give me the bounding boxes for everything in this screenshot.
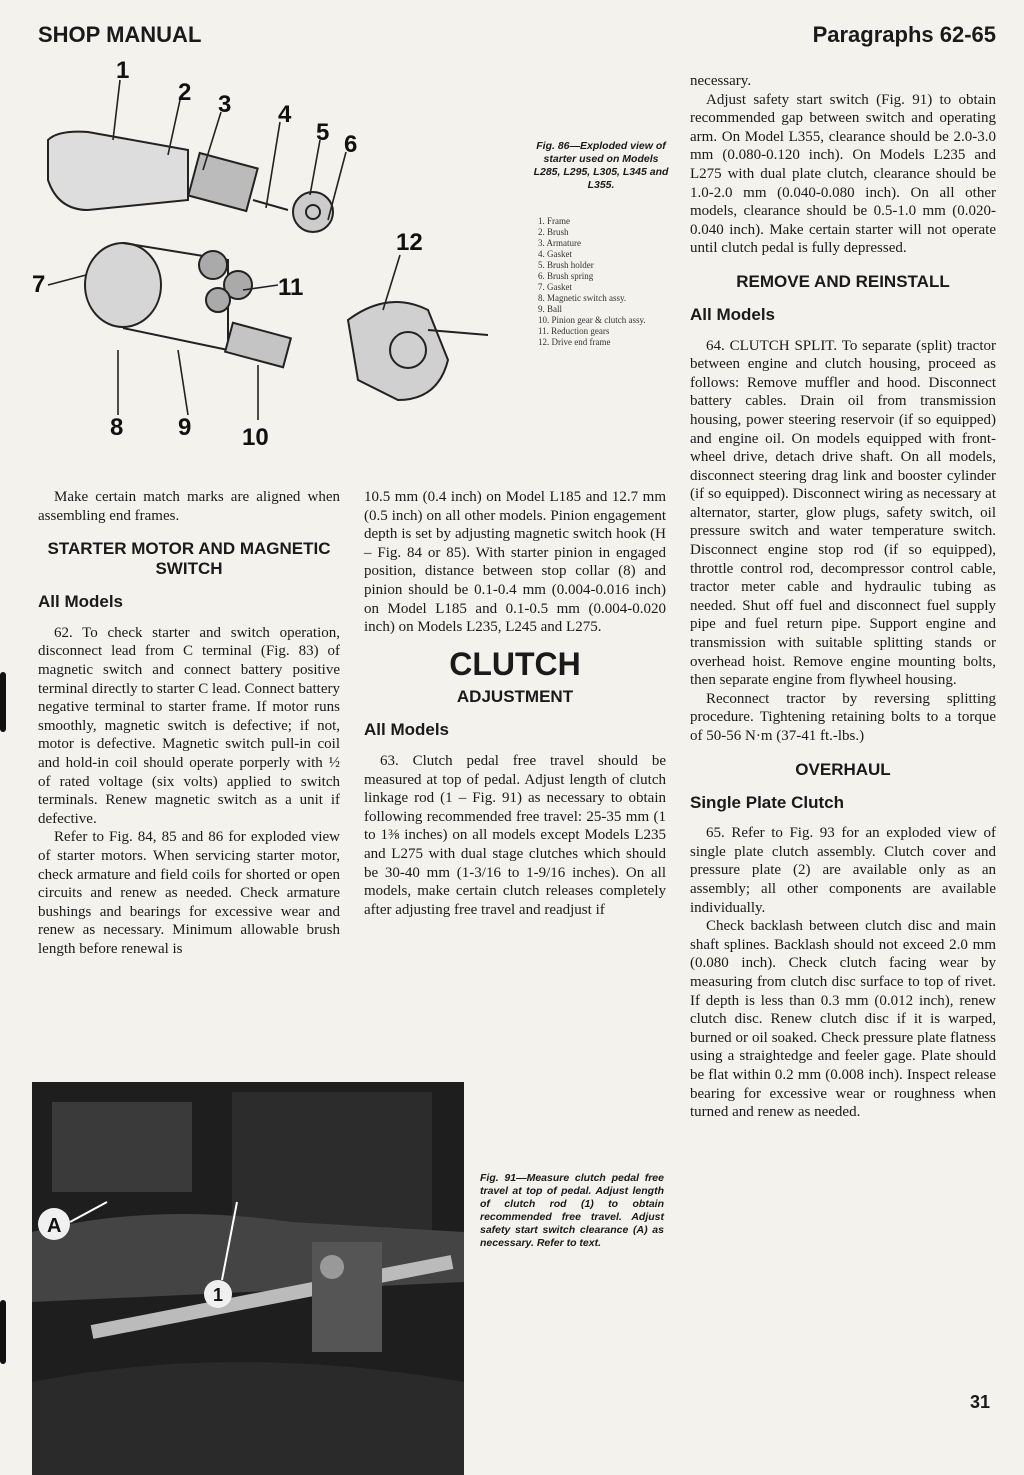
paragraph: Reconnect tractor by reversing splitting procedure. Tightening retaining bolts to a torque of 50-56 N·m (37-41 ft.-lbs.) <box>690 690 996 744</box>
callout-4: 4 <box>278 101 292 128</box>
column-1 <box>38 488 340 958</box>
section-heading: REMOVE AND REINSTALL <box>736 271 950 291</box>
paragraph-63: 63. Clutch pedal free travel should be measured at top of pedal. Adjust length of clutch linkage rod (1 – Fig. 91) as necessary to obtain following recommended free travel: 25-35 mm (1 to 1⅜ inches) on all models except Models L235 and L275 with dual stage clutches which should be 30-40 mm (1-3/16 to 1-9/16 inches). On all models, make certain clutch releases completely after adjusting free travel and readjust if <box>364 752 666 918</box>
paragraph-64: 64. CLUTCH SPLIT. To separate (split) tractor between engine and clutch housing, proceed as follows: Remove muffler and hood. Disconnect battery cables. Drain oil from transmission housing, power steering reservoir (if so equipped) and engine oil. On models equipped with front-wheel drive, detach drive shaft. On all models, disconnect steering drag link and booster cylinder (if so equipped). Disconnect wiring as necessary at alternator, starter, glow plugs, safety switch, oil pressure switch and water temperature switch. Disconnect engine stop rod (if so equipped), throttle control rod, decompressor control cable, tractor meter cable and hydraulic tubing as needed. Shut off fuel and disconnect fuel supply pipe and fuel return pipe. Support engine and transmission with suitable splitting stands or overhead hoist. Remove engine mounting bolts, then separate engine from flywheel housing. <box>690 337 996 689</box>
legend-item: 9. Ball <box>538 304 562 314</box>
legend-item: 11. Reduction gears <box>538 326 610 336</box>
subsection-heading: All Models <box>38 592 124 612</box>
callout-3: 3 <box>218 91 232 118</box>
running-header-right: Paragraphs 62-65 <box>812 22 996 47</box>
page-number: 31 <box>969 1392 990 1412</box>
callout-10: 10 <box>242 424 269 451</box>
legend-item: 10. Pinion gear & clutch assy. <box>538 315 646 325</box>
paragraph: 10.5 mm (0.4 inch) on Model L185 and 12.7 mm (0.5 inch) on all other models. Pinion engagement depth is set by adjusting magnetic switch hook (H – Fig. 84 or 85). With starter pinion in engaged position, distance between stop collar (8) and pinion should be 0.1-0.4 mm (0.004-0.016 inch) on Model L185 and 0.1-0.5 mm (0.004-0.020 inch) on Models L235, L245 and L275. <box>364 489 666 636</box>
section-heading: OVERHAUL <box>795 759 891 779</box>
paragraph-65: 65. Refer to Fig. 93 for an exploded view of single plate clutch assembly. Clutch cover and pressure plate (2) are available only as an assembly; all other components are available individually. <box>690 825 996 916</box>
photo-illustration <box>32 1082 464 1475</box>
section-heading: ADJUSTMENT <box>456 687 574 707</box>
subsection-heading: All Models <box>364 720 450 740</box>
paragraph: Check backlash between clutch disc and main shaft splines. Backlash should not exceed 2.0 mm (0.080 inch). Check clutch facing wear by measuring from clutch disc surface to top of rivet. If depth is less than 0.3 mm (0.012 inch), renew clutch disc. Renew clutch disc if it is warped, burned or oil soaked. Check pressure plate flatness using a straightedge and feeler gage. Plate should be flat within 0.2 mm (0.008 inch). Inspect release bearing for excessive wear or roughness when turned and renew as needed. <box>690 918 996 1121</box>
callout-12: 12 <box>396 229 423 256</box>
paragraph: necessary. <box>690 73 752 89</box>
legend-item: 4. Gasket <box>538 249 572 259</box>
paragraph: Refer to Fig. 84, 85 and 86 for exploded view of starter motors. When servicing starter motor, check armature and field coils for shorted or open circuits and renew as needed. Check armature bushings and bearings for excessive wear and renew as necessary. Minimum allowable brush length before renewal is <box>38 829 340 957</box>
callout-7: 7 <box>32 271 46 298</box>
running-header-left: SHOP MANUAL <box>38 22 202 47</box>
photo-label-a: A <box>47 1215 62 1237</box>
section-heading: STARTER MOTOR AND MAGNETIC SWITCH <box>47 539 331 579</box>
figure-91-photo <box>32 1082 464 1475</box>
legend-item: 3. Armature <box>538 238 581 248</box>
legend-item: 5. Brush holder <box>538 260 594 270</box>
callout-9: 9 <box>178 414 192 441</box>
subsection-heading: All Models <box>690 304 776 324</box>
legend-item: 7. Gasket <box>538 282 572 292</box>
subsection-heading: Single Plate Clutch <box>690 792 844 812</box>
legend-item: 2. Brush <box>538 227 569 237</box>
column-3 <box>690 72 996 1122</box>
legend-item: 1. Frame <box>538 216 570 226</box>
figure-86-legend <box>538 216 670 348</box>
paragraph-62: 62. To check starter and switch operation, disconnect lead from C terminal (Fig. 83) of magnetic switch and connect battery positive terminal directly to starter C lead. Connect battery negative terminal to starter frame. If motor runs smoothly, magnetic switch is defective; if not, motor is defective. Magnetic switch pull-in coil and hold-in coil should operate porperly with ½ of rated voltage (six volts) applied to switch terminals. Renew magnetic switch as a unit if defective. <box>38 624 340 827</box>
figure-91-caption: Fig. 91—Measure clutch pedal free travel at top of pedal. Adjust length of clutch rod (1) to obtain recommended free travel. Adjust safety start switch clearance (A) as necessary. Refer to text. <box>480 1172 664 1249</box>
figure-86-drawing <box>28 60 508 460</box>
figure-86-caption: Fig. 86—Exploded view of starter used on Models L285, L295, L305, L345 and L355. <box>533 140 669 191</box>
binding-mark <box>0 1300 6 1364</box>
column-2 <box>364 488 666 919</box>
binding-mark <box>0 672 6 732</box>
callout-1: 1 <box>116 60 130 84</box>
callout-6: 6 <box>344 131 358 158</box>
legend-item: 8. Magnetic switch assy. <box>538 293 627 303</box>
chapter-title: CLUTCH <box>449 645 581 682</box>
callout-2: 2 <box>178 79 192 106</box>
callout-8: 8 <box>110 414 124 441</box>
paragraph: Make certain match marks are aligned when assembling end frames. <box>38 489 340 524</box>
legend-item: 12. Drive end frame <box>538 337 611 347</box>
photo-label-1: 1 <box>213 1285 224 1305</box>
paragraph: Adjust safety start switch (Fig. 91) to obtain recommended gap between switch and operating arm. On Model L355, clearance should be 2.0-3.0 mm (0.080-0.120 inch). On Models L235 and L275 with dual plate clutch, clearance should be 1.0-2.0 mm (0.040-0.080 inch). On all other models, clearance should be 0.5-1.0 mm (0.020-0.040 inch). Make certain starter will not operate until clutch pedal is fully depressed. <box>690 91 996 257</box>
callout-11: 11 <box>278 274 304 301</box>
legend-item: 6. Brush spring <box>538 271 594 281</box>
callout-5: 5 <box>316 119 330 146</box>
